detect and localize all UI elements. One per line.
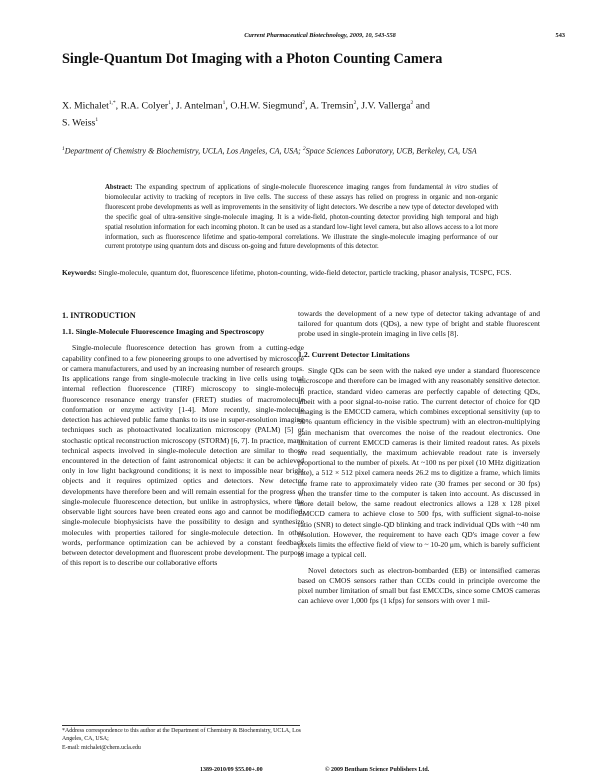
author-separator: , xyxy=(225,100,231,112)
section-heading-introduction: 1. INTRODUCTION xyxy=(62,311,136,320)
body-paragraph: Single QDs can be seen with the naked eye under a standard fluorescence microscope and therefore can be imaged with any reasonably sensitive detector. In practice, standard video cameras are perfectly capable of detecting QDs, albeit with a poor signal-to-noise ratio. The current detector of choice for QD imaging is the EMCCD camera, which combines exceptional sensitivity (up to 90% quantum efficiency in the visible spectrum) with an electron-multiplying gain mechanism that overcomes the noise of the readout electronics. One limitation of current EMCCD cameras is their limited readout rates. As pixels are read sequentially, the maximum achievable readout rate is inversely proportional to the number of pixels. At ~100 ns per pixel (10 MHz digitization rate), a 512 × 512 pixel camera needs 26.2 ms to digitize a frame, which limits the frame rate to approximately video rate (30 frames per second or 30 fps) when the transfer time to the computer is taken into account. As discussed in more detail below, the same readout electronics allows a 128 x 128 pixel EMCCD camera to achieve close to 500 fps, with sufficient signal-to-noise ratio (SNR) to detect single-QD blinking and track individual QDs with ~40 nm resolution. However, the requirement to have each QD's image cover a few pixels limits the effective field of view to ~ 10-20 μm, which is barely sufficient to image a typical cell. xyxy=(298,366,540,560)
body-paragraph: Single-molecule fluorescence detection has grown from a cutting-edge capability confined to a few pioneering groups to one advertised by microscope or camera manufacturers, and used by an increasing number of research groups. Its applications range from single-molecule tracking in live cells using total internal reflection fluorescence (TIRF) microscopy to single-molecule fluorescence resonance energy transfer (FRET) studies of macromolecule conformation or enzyme activity [1-4]. More recently, single-molecule detection has achieved public fame thanks to its use in super-resolution imaging techniques such as photoactivated localization microscopy (PALM) [5] or stochastic optical reconstruction microscopy (STORM) [6, 7]. In practice, many technical aspects involved in single-molecule detection are similar to those encountered in the detection of faint astronomical objects: it can be achieved only in low light background conditions; it is next to impossible near bright objects and it requires optimized optics and detectors. New detector developments have therefore been and will remain essential for the progress of single-molecule fluorescence detection, but unlike in astrophysics, where the observable light sources have been created eons ago and cannot be modified, single-molecule biophysicists have the possibility to design and synthesize molecules with properties tailored for single-molecule detection. In other words, performance optimization can be achieved by a constant feedback between detector development and fluorescent probe development. The purpose of this report is to describe our collaborative efforts xyxy=(62,343,304,568)
affiliation-ucla: Department of Chemistry & Biochemistry, UCLA, Los Angeles, CA, USA; xyxy=(64,146,303,156)
author-list xyxy=(62,96,542,131)
author-separator: , xyxy=(305,100,310,112)
author-affiliation-mark: 2 xyxy=(353,100,357,106)
copyright: © 2009 Bentham Science Publishers Ltd. xyxy=(325,767,430,773)
abstract-text: studies of biomolecular activity to tracking of receptors in live cells. The success of these assays has relied on progress in organic and non-organic fluorescent probe developments as well as improvements in the sensitivity of light detectors. We describe a new type of detector developed with the specific goal of ultra-sensitive single-molecule imaging. It is a wide-field, photon-counting detector providing high temporal and high spatial resolution information for each incoming photon. It can be used as a standard low-light level camera, but also allows access to a lot more information, such as fluorescence lifetime and spatio-temporal correlations. We illustrate the single-molecule imaging performance of our current prototype using quantum dots and discuss on-going and future developments of this detector. xyxy=(105,184,498,251)
affiliations xyxy=(62,144,542,157)
footnote-email: E-mail: michalet@chem.ucla.edu xyxy=(62,744,141,751)
correspondence-footnote xyxy=(62,727,302,752)
section-heading-1-2: 1.2. Current Detector Limitations xyxy=(298,349,410,359)
abstract-label: Abstract: xyxy=(105,184,133,191)
author: J.V. Vallerga xyxy=(361,100,411,112)
author: X. Michalet xyxy=(62,100,109,112)
left-column xyxy=(62,311,304,569)
page-number: 543 xyxy=(555,32,565,39)
author-separator: , xyxy=(356,100,362,112)
keywords-text: Single-molecule, quantum dot, fluorescence lifetime, photon-counting, wide-field detector, particle tracking, phasor analysis, TCSPC, FCS. xyxy=(96,268,512,277)
right-column xyxy=(298,309,540,607)
body-paragraph: Novel detectors such as electron-bombarded (EB) or intensified cameras based on CMOS sensors rather than CCDs could in principle overcome the pixel number limitation of small but fast EMCCDs, since some CMOS cameras can achieve over 1,000 fps (1 kfps) for sensors with over 1 mil- xyxy=(298,565,540,606)
author-affiliation-mark: 2 xyxy=(410,100,414,106)
abstract-italic: in vitro xyxy=(446,184,468,191)
affiliation-ucb: Space Sciences Laboratory, UCB, Berkeley, CA, USA xyxy=(305,146,477,156)
affiliation-mark: 1 xyxy=(62,146,65,152)
abstract-text: The expanding spectrum of applications of single-molecule fluorescence imaging ranges from fundamental xyxy=(132,184,447,191)
journal-citation: Current Pharmaceutical Biotechnology, 2009, 10, 543-558 xyxy=(244,32,396,39)
author-affiliation-mark: 1 xyxy=(222,100,226,106)
author: J. Antelman xyxy=(175,100,223,112)
abstract xyxy=(105,183,498,252)
author-affiliation-mark: 1 xyxy=(168,100,171,106)
author: A. Tremsin xyxy=(309,100,354,112)
author: O.H.W. Siegmund xyxy=(230,100,303,112)
author-affiliation-mark: 1,* xyxy=(108,100,116,106)
author-affiliation-mark: 1 xyxy=(95,117,99,124)
author-separator: and xyxy=(413,100,430,112)
author-affiliation-mark: 2 xyxy=(302,100,306,106)
author: S. Weiss xyxy=(62,117,96,129)
affiliation-mark: 2 xyxy=(302,146,306,152)
author-separator: , xyxy=(115,100,121,112)
body-paragraph: towards the development of a new type of detector taking advantage of and tailored for quantum dots (QDs), a new type of bright and stable fluorescent probe used in single-protein imaging in live cells [8]. xyxy=(298,309,540,339)
keywords xyxy=(62,268,540,278)
footnote-text: *Address correspondence to this author at the Department of Chemistry & Biochemistry, UCLA, Los Angeles, CA, USA; xyxy=(62,728,301,743)
section-heading-1-1: 1.1. Single-Molecule Fluorescence Imaging and Spectroscopy xyxy=(62,327,265,336)
issn-price: 1389-2010/09 $55.00+.00 xyxy=(200,767,263,773)
keywords-label: Keywords: xyxy=(62,268,97,277)
paper-title: Single-Quantum Dot Imaging with a Photon Counting Camera xyxy=(62,51,443,67)
author: R.A. Colyer xyxy=(120,100,169,112)
author-separator: , xyxy=(170,100,176,112)
footnote-divider xyxy=(62,725,300,726)
